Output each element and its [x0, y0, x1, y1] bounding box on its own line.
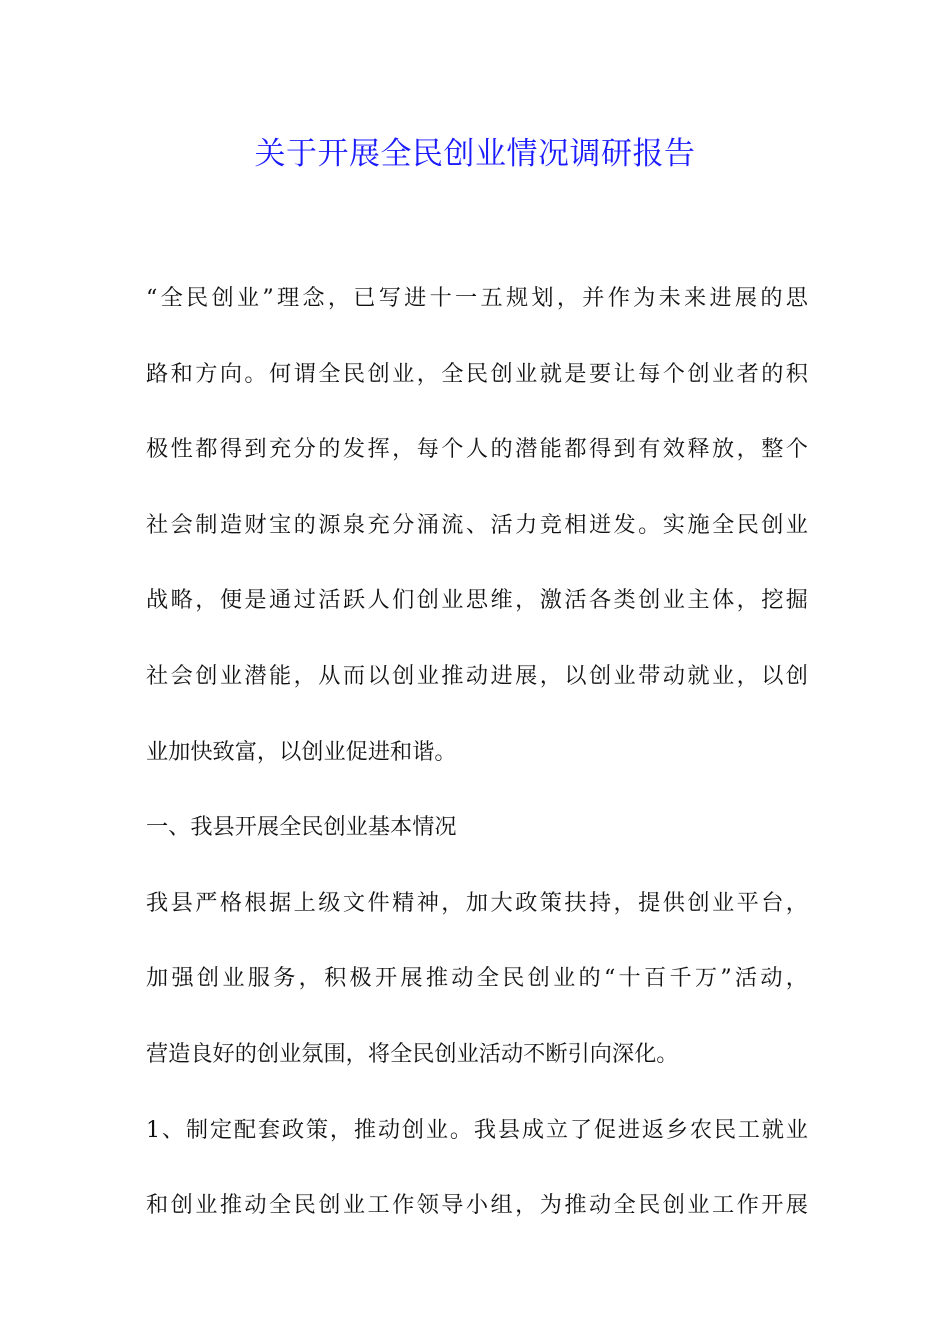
- body-line: 和创业推动全民创业工作领导小组，为推动全民创业工作开展: [146, 1192, 808, 1219]
- body-line: 业加快致富，以创业促进和谐。: [146, 738, 457, 765]
- document-body: [146, 261, 808, 1244]
- body-line: 战略，便是通过活跃人们创业思维，激活各类创业主体，挖掘: [146, 587, 808, 614]
- body-line: 1、制定配套政策，推动创业。我县成立了促进返乡农民工就业: [146, 1116, 808, 1143]
- body-line: 我县严格根据上级文件精神，加大政策扶持，提供创业平台，: [146, 889, 808, 916]
- body-line: “全民创业”理念，已写进十一五规划，并作为未来进展的思: [146, 285, 808, 311]
- body-line: 营造良好的创业氛围，将全民创业活动不断引向深化。: [146, 1040, 679, 1067]
- document-title: 关于开展全民创业情况调研报告: [254, 136, 696, 172]
- body-line: 社会创业潜能，从而以创业推动进展，以创业带动就业，以创: [146, 662, 808, 689]
- body-line: 社会制造财宝的源泉充分涌流、活力竞相迸发。实施全民创业: [146, 511, 808, 538]
- section-heading: 一、我县开展全民创业基本情况: [146, 814, 457, 841]
- body-line: 路和方向。何谓全民创业，全民创业就是要让每个创业者的积: [146, 360, 808, 387]
- body-line: 加强创业服务，积极开展推动全民创业的“十百千万”活动，: [146, 965, 808, 992]
- body-line: 极性都得到充分的发挥，每个人的潜能都得到有效释放，整个: [146, 436, 808, 463]
